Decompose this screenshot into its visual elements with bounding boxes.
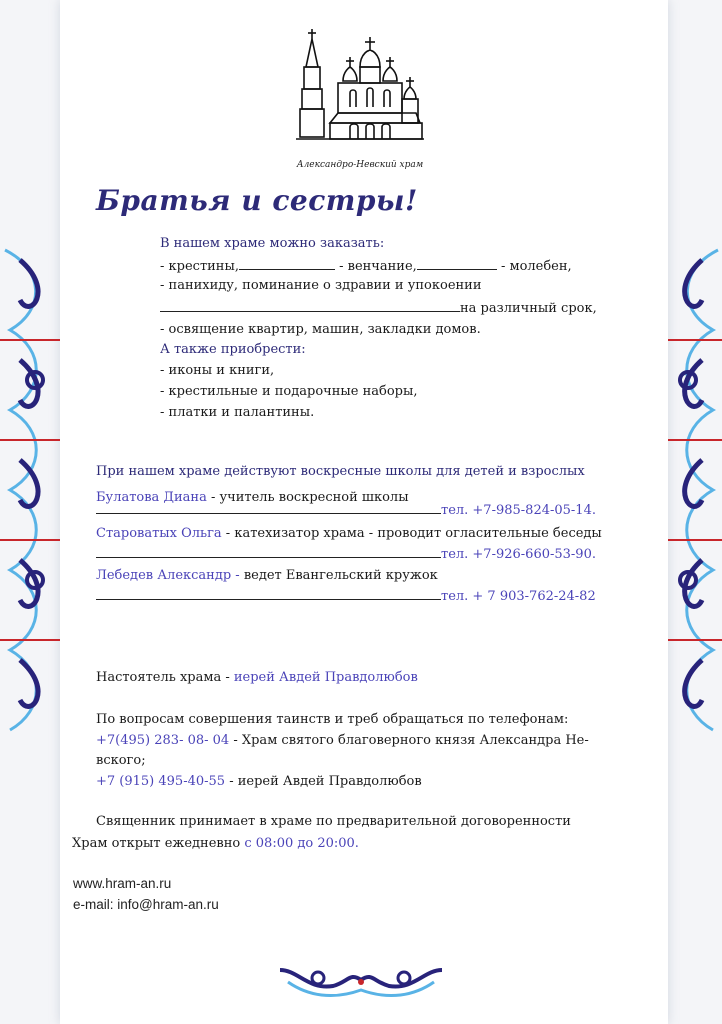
contact-phone-row [96,544,596,565]
phone1-line [96,731,589,751]
buy-item: - крестильные и подарочные наборы, [160,384,418,399]
rector-label: Настоятель храма - [96,670,230,685]
hours-line [72,834,359,854]
contact-phone: тел. +7-985-824-05-14. [441,503,596,518]
order-item: на различный срок, [460,301,597,316]
page-title: Братья и сестры! [96,184,418,217]
rector-line [96,668,418,688]
rector-name: иерей Авдей Правдолюбов [233,670,418,685]
contact-role: ведет Евангельский кружок [239,568,438,583]
hours-value: с 08:00 до 20:00. [244,836,359,851]
order-line-2: - панихиду, поминание о здравии и упокоении [160,278,482,293]
hours-prefix: Храм открыт ежедневно [72,836,241,851]
phone1-desc: - Храм святого благоверного князя Александра Не- [229,733,589,748]
buy-item: - платки и палантины. [160,405,315,420]
schools-heading: При нашем храме действуют воскресные школы для детей и взрослых [96,464,585,479]
buy-item: - иконы и книги, [160,363,275,378]
phone2: +7 (915) 495-40-55 [96,774,226,789]
buy-heading: А также приобрести: [160,342,306,357]
website-link[interactable]: www.hram-an.ru [73,876,172,891]
contact-name: Лебедев Александр - [96,568,240,583]
phone1: +7(495) 283- 08- 04 [96,733,230,748]
phone2-desc: - иерей Авдей Правдолюбов [225,774,422,789]
phone2-line [96,772,422,792]
church-logo [290,22,430,172]
contact-phone-row [96,586,596,607]
contact-name: Булатова Диана [96,490,207,505]
left-ornament [0,240,60,740]
order-heading: В нашем храме можно заказать: [160,236,385,251]
priest-note: Священник принимает в храме по предварительной договоренности [96,814,571,829]
bottom-ornament [278,960,444,1010]
right-ornament [668,240,722,740]
order-line-4: - освящение квартир, машин, закладки домов. [160,322,481,337]
phone1-desc-cont: вского; [96,753,146,768]
order-item: - крестины, [160,259,239,274]
contact-phone-row [96,500,596,521]
order-line-1 [160,256,572,277]
contact-role: - катехизатор храма - проводит огласительные беседы [221,526,602,541]
contact-phone: тел. +7-926-660-53-90. [441,547,596,562]
contact-role: - учитель воскресной школы [206,490,409,505]
order-item: - молебен, [500,259,572,274]
order-line-3 [160,298,597,319]
contact-row [96,566,438,586]
contact-row [96,524,602,544]
order-item: - венчание, [339,259,417,274]
sacraments-heading: По вопросам совершения таинств и треб обращаться по телефонам: [96,712,569,727]
logo-caption: Александро-Невский храм [296,160,424,170]
contact-phone: тел. + 7 903-762-24-82 [441,589,596,604]
contact-name: Староватых Ольга [96,526,222,541]
email-link[interactable]: e-mail: info@hram-an.ru [73,897,219,912]
